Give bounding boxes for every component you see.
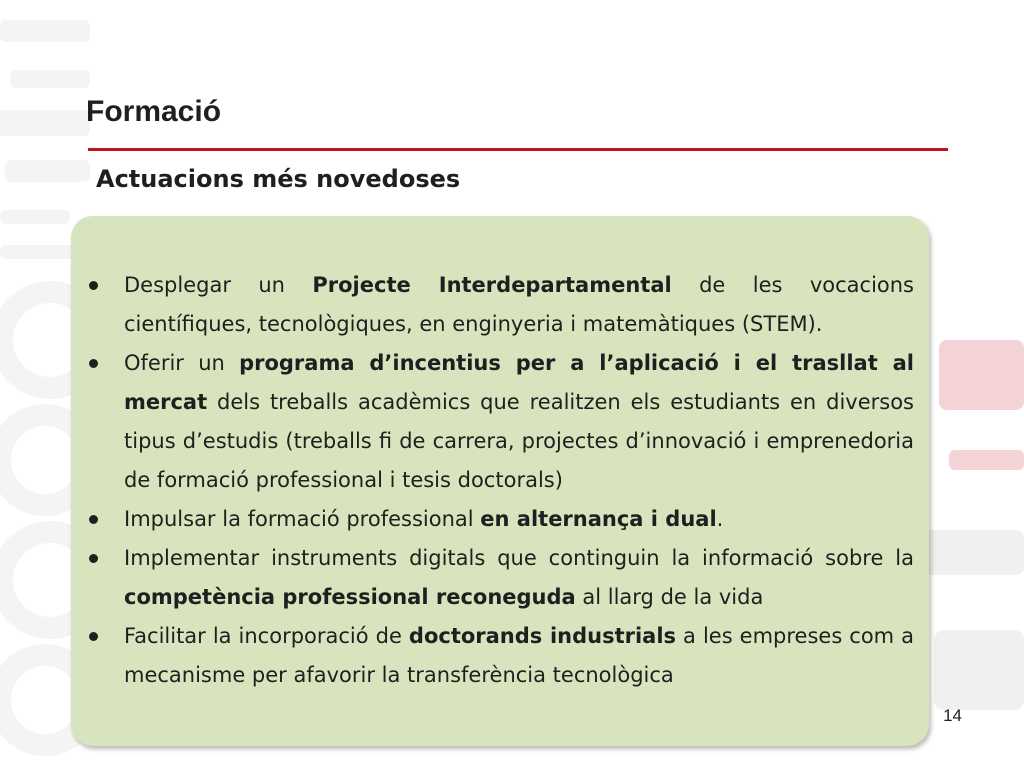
bullet-dot-icon [89,359,98,368]
watermark-logo-right [924,330,1024,730]
bullet-text: Oferir un [124,351,240,375]
bullet-text: Facilitar la incorporació de [124,624,409,648]
bullet-emphasis: en alternança i dual [480,507,717,531]
bullet-item [87,617,914,695]
bullet-text: de les vocacions científiques, tecnològiques, en enginyeria i matemàtiques (STEM). [124,273,915,336]
bullet-item [87,539,914,617]
bullet-text: a les empreses com a mecanisme per afavorir la transferència tecnològica [124,624,915,687]
bullet-item [87,344,914,500]
bullet-emphasis: programa d’incentius per a l’aplicació i el trasllat al mercat [124,351,914,414]
bullet-item [87,266,914,344]
title-divider [88,148,948,151]
bullet-text: dels treballs acadèmics que realitzen els estudiants en diversos tipus d’estudis (treballs fi de carrera, projectes d’innovació i emprenedoria de formació professional i tesis doctorals) [124,390,914,492]
bullet-dot-icon [89,281,98,290]
bullet-emphasis: competència professional reconeguda [124,585,576,609]
content-panel [71,216,929,746]
bullet-text: . [716,507,724,531]
bullet-dot-icon [89,554,98,563]
bullet-text: Desplegar un [124,273,313,297]
slide-title: Formació [86,95,222,128]
bullet-dot-icon [89,632,98,641]
slide-subtitle: Actuacions més novedoses [96,165,461,193]
bullet-list [87,266,914,695]
bullet-text: Impulsar la formació professional [124,507,481,531]
bullet-text: Implementar instruments digitals que continguin la informació sobre la [124,546,914,570]
bullet-text: al llarg de la vida [575,585,764,609]
bullet-dot-icon [89,515,98,524]
page-number: 14 [943,706,962,725]
bullet-emphasis: doctorands industrials [408,624,677,648]
bullet-emphasis: Projecte Interdepartamental [312,273,672,297]
bullet-item [87,500,914,539]
